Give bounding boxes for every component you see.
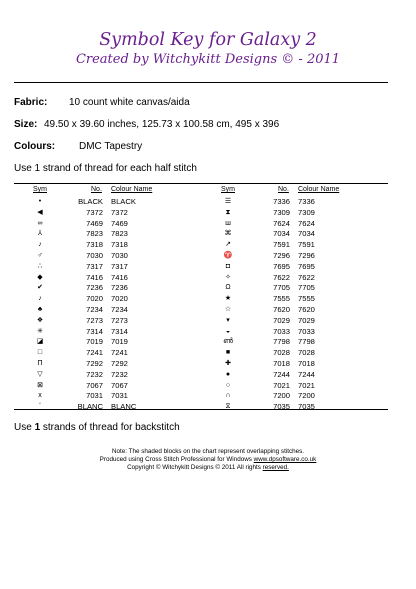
backstitch-note — [14, 422, 180, 433]
number-cell: 7030 — [86, 251, 103, 260]
symbol-cell: ● — [225, 370, 231, 378]
number-cell: 7372 — [86, 207, 103, 217]
symbol-cell: ⅄ — [37, 230, 43, 238]
header-sym-left: Sym — [33, 186, 47, 193]
colour-name-cell: 7273 — [111, 315, 128, 325]
colour-name-cell: 7469 — [111, 218, 128, 228]
table-bottom-rule — [14, 409, 388, 410]
symbol-cell: ʻ — [39, 403, 41, 411]
colour-name-cell: 7620 — [298, 305, 315, 314]
number-cell: 7555 — [273, 294, 290, 304]
number-cell: 7232 — [86, 369, 103, 379]
colour-name-cell: 7695 — [298, 261, 315, 271]
note-copyright-text: Copyright © Witchykitt Designs © 2011 All rights — [127, 464, 263, 471]
number-cell: 7200 — [273, 391, 290, 401]
symbol-cell: ♪ — [38, 241, 42, 249]
note-overlap: Note: The shaded blocks on the chart represent overlapping stitches. — [111, 448, 305, 455]
colour-name-cell: 7033 — [298, 326, 315, 336]
colour-name-cell: 7309 — [298, 207, 315, 217]
colours-line — [14, 141, 142, 152]
colour-name-cell: BLANC — [111, 402, 137, 412]
symbol-cell: ☰ — [224, 198, 232, 205]
colour-name-cell: 7823 — [111, 229, 128, 239]
header-no-left: No. — [91, 186, 102, 193]
colour-name-cell: 7336 — [298, 197, 315, 206]
backstitch-count: 1 — [34, 422, 41, 433]
number-cell: 7624 — [273, 218, 290, 228]
header-name-right: Colour Name — [298, 186, 340, 193]
colour-name-cell: 7031 — [111, 391, 128, 401]
size-line — [14, 119, 279, 130]
symbol-cell: ൺ — [223, 338, 233, 346]
symbol-cell: ↗ — [225, 241, 231, 249]
symbol-cell: ◪ — [36, 338, 44, 346]
number-cell: 7296 — [273, 251, 290, 260]
colour-name-cell: 7318 — [111, 240, 128, 250]
symbol-cell: ♂ — [37, 252, 43, 259]
number-cell: 7236 — [86, 283, 103, 293]
number-cell: 7622 — [273, 272, 290, 282]
colour-name-cell: 7705 — [298, 283, 315, 293]
backstitch-suffix: strands of thread for backstitch — [40, 422, 180, 433]
number-cell: 7591 — [273, 240, 290, 250]
colour-name-cell: 7314 — [111, 326, 128, 336]
symbol-cell: ∩ — [225, 392, 231, 400]
number-cell: 7021 — [273, 380, 290, 390]
colour-name-cell: 7067 — [111, 380, 128, 390]
symbol-cell: ◒ — [225, 327, 231, 335]
colour-name-cell: 7372 — [111, 207, 128, 217]
symbol-cell: ∴ — [37, 262, 43, 270]
number-cell: 7018 — [273, 359, 290, 368]
colour-name-cell: 7798 — [298, 337, 315, 347]
number-cell: 7798 — [273, 337, 290, 347]
symbol-cell: • — [38, 198, 42, 205]
symbol-cell: ♈ — [223, 252, 233, 259]
table-top-rule — [14, 183, 388, 184]
symbol-cell: ш — [225, 219, 231, 227]
number-cell: 7028 — [273, 348, 290, 358]
header-sym-right: Sym — [221, 186, 235, 193]
number-cell: 7620 — [273, 305, 290, 314]
colour-name-cell: 7034 — [298, 229, 315, 239]
symbol-cell: ★ — [224, 295, 232, 303]
symbol-cell: ♪ — [38, 295, 42, 303]
fabric-value: 10 count white canvas/aida — [69, 97, 190, 108]
colours-label: Colours: — [14, 141, 56, 152]
number-cell: 7244 — [273, 369, 290, 379]
symbol-cell: ○ — [225, 381, 231, 389]
colour-name-cell: BLACK — [111, 197, 136, 206]
page-subtitle: Created by Witchykitt Designs © - 2011 — [75, 52, 341, 67]
number-cell: 7035 — [273, 402, 290, 412]
header-no-right: No. — [278, 186, 289, 193]
colour-name-cell: 7244 — [298, 369, 315, 379]
colour-name-cell: 7555 — [298, 294, 315, 304]
number-cell: 7029 — [273, 315, 290, 325]
number-cell: 7695 — [273, 261, 290, 271]
symbol-cell: ✧ — [225, 273, 231, 281]
symbol-cell: ✳ — [37, 327, 43, 335]
symbol-cell: ✔ — [37, 284, 43, 292]
colour-name-cell: 7292 — [111, 359, 128, 368]
symbol-cell: ▽ — [37, 370, 43, 378]
symbol-cell: ⌘ — [224, 230, 232, 238]
number-cell: 7020 — [86, 294, 103, 304]
symbol-cell: x — [38, 392, 42, 400]
page-title: Symbol Key for Galaxy 2 — [99, 30, 317, 50]
symbol-cell: ♣ — [37, 306, 43, 313]
colour-name-cell: 7019 — [111, 337, 128, 347]
number-cell: 7318 — [86, 240, 103, 250]
number-cell: 7416 — [86, 272, 103, 282]
colour-name-cell: 7236 — [111, 283, 128, 293]
colour-name-cell: 7021 — [298, 380, 315, 390]
colour-name-cell: 7232 — [111, 369, 128, 379]
fabric-label: Fabric: — [14, 97, 48, 108]
colour-name-cell: 7591 — [298, 240, 315, 250]
number-cell: 7314 — [86, 326, 103, 336]
symbol-cell: ◀ — [37, 208, 43, 216]
symbol-cell: ⧖ — [225, 403, 231, 411]
divider-top — [14, 82, 388, 83]
colour-name-cell: 7018 — [298, 359, 315, 368]
symbol-cell: ⧗ — [225, 208, 231, 216]
fabric-line — [14, 97, 190, 108]
colour-name-cell: 7028 — [298, 348, 315, 358]
symbol-cell: ■ — [225, 349, 231, 357]
number-cell: 7273 — [86, 315, 103, 325]
symbol-cell: ◘ — [225, 262, 231, 270]
number-cell: 7033 — [273, 326, 290, 336]
colour-name-cell: 7029 — [298, 315, 315, 325]
number-cell: 7034 — [273, 229, 290, 239]
colour-name-cell: 7030 — [111, 251, 128, 260]
symbol-cell: ☆ — [224, 306, 232, 313]
symbol-cell: ✚ — [225, 360, 231, 367]
size-value: 49.50 x 39.60 inches, 125.73 x 100.58 cm, 495 x 396 — [44, 119, 280, 130]
number-cell: 7234 — [86, 305, 103, 314]
backstitch-prefix: Use — [14, 422, 35, 433]
number-cell: 7309 — [273, 207, 290, 217]
symbol-cell: ❖ — [36, 316, 44, 324]
colour-name-cell: 7200 — [298, 391, 315, 401]
symbol-cell: ∞ — [37, 219, 43, 227]
symbol-cell: □ — [37, 349, 43, 357]
note-copyright — [0, 464, 416, 472]
colour-name-cell: 7624 — [298, 218, 315, 228]
number-cell: 7019 — [86, 337, 103, 347]
number-cell: 7705 — [273, 283, 290, 293]
half-stitch-note: Use 1 strand of thread for each half stitch — [14, 163, 197, 174]
number-cell: 7469 — [86, 218, 103, 228]
number-cell: 7031 — [86, 391, 103, 401]
number-cell: 7241 — [86, 348, 103, 358]
colour-name-cell: 7622 — [298, 272, 315, 282]
number-cell: 7823 — [86, 229, 103, 239]
symbol-cell: ▾ — [226, 316, 230, 324]
colour-name-cell: 7020 — [111, 294, 128, 304]
software-link[interactable]: www.dpsoftware.co.uk — [253, 456, 317, 463]
symbol-cell: ◆ — [37, 273, 43, 281]
symbol-cell: ⊠ — [37, 381, 43, 389]
copyright-reserved: reserved. — [262, 464, 289, 471]
colour-name-cell: 7241 — [111, 348, 128, 358]
colour-name-cell: 7317 — [111, 261, 128, 271]
number-cell: 7292 — [86, 359, 103, 368]
number-cell: 7067 — [86, 380, 103, 390]
colour-name-cell: 7234 — [111, 305, 128, 314]
note-software-text: Produced using Cross Stitch Professional for Windows — [99, 456, 254, 463]
colours-value: DMC Tapestry — [79, 141, 143, 152]
size-label: Size: — [14, 119, 38, 130]
colour-name-cell: 7416 — [111, 272, 128, 282]
number-cell: 7317 — [86, 261, 103, 271]
number-cell: BLACK — [78, 197, 103, 206]
colour-name-cell: 7296 — [298, 251, 315, 260]
symbol-cell: Π — [37, 360, 43, 367]
number-cell: 7336 — [273, 197, 290, 206]
number-cell: BLANC — [77, 402, 103, 412]
header-name-left: Colour Name — [111, 186, 153, 193]
colour-name-cell: 7035 — [298, 402, 315, 412]
symbol-cell: Ω — [225, 284, 231, 292]
